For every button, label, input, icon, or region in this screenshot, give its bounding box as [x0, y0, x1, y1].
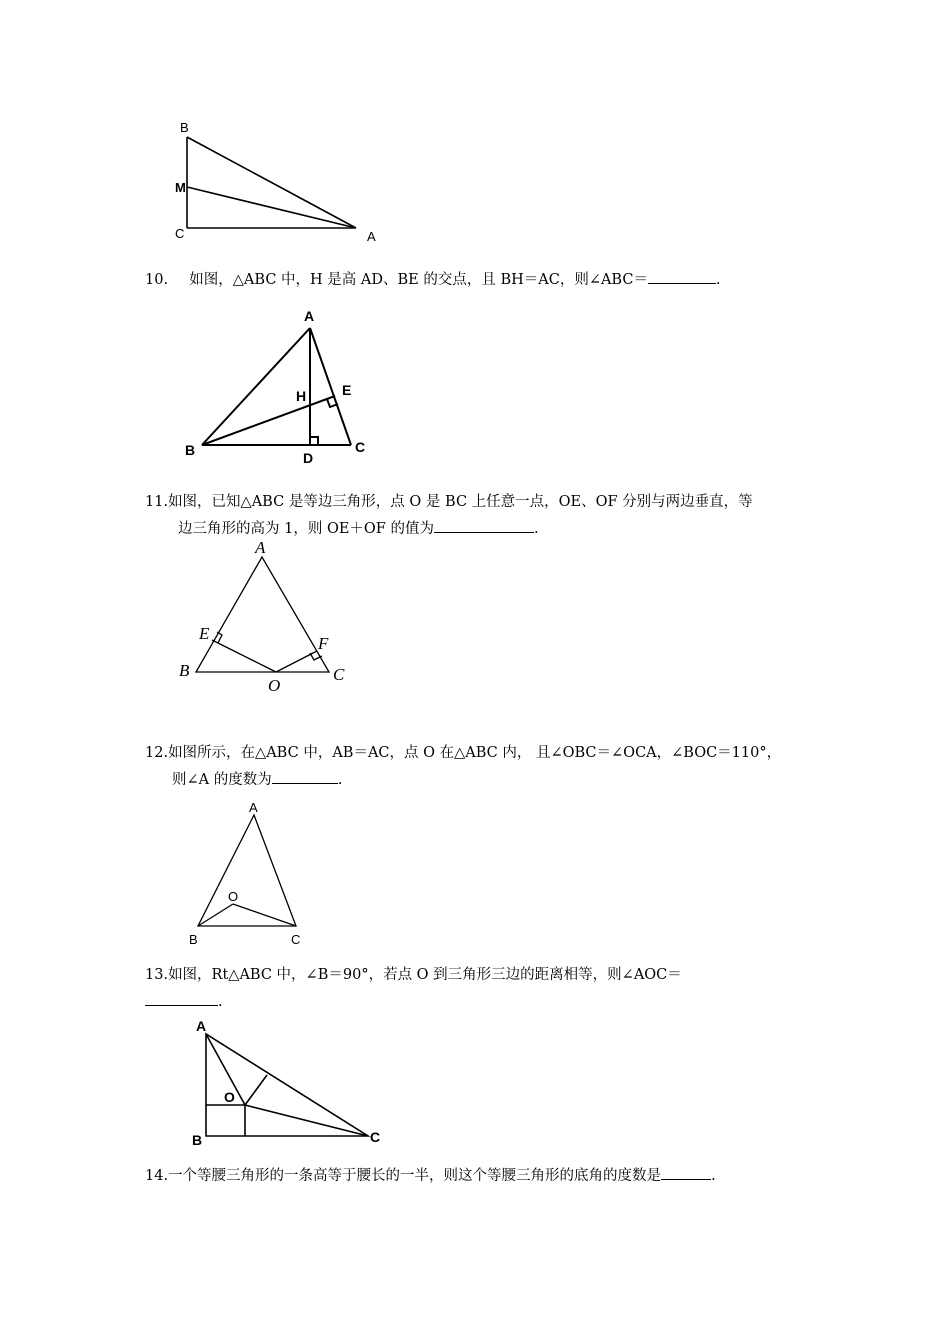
- label-f: F: [318, 634, 329, 653]
- label-e: E: [342, 382, 352, 398]
- label-b: B: [180, 120, 189, 135]
- label-c: C: [355, 439, 366, 455]
- label-c: C: [175, 226, 185, 241]
- problem-text-line1: 如图，已知△ABC 是等边三角形，点 O 是 BC 上任意一点，OE、OF 分别与两边垂直，等: [168, 494, 753, 510]
- label-a: A: [249, 800, 258, 815]
- triangle-abc: [206, 1034, 368, 1136]
- problem-number: 13.: [145, 967, 169, 983]
- segment-oc: [245, 1105, 368, 1136]
- problem-text: 如图，△ABC 中，H 是高 AD、BE 的交点，且 BH＝AC，则∠ABC＝: [189, 272, 648, 288]
- label-a: A: [304, 308, 315, 324]
- label-a: A: [367, 229, 376, 244]
- label-b: B: [192, 1132, 203, 1148]
- label-c: C: [291, 932, 301, 947]
- label-c: C: [333, 665, 345, 684]
- label-d: D: [303, 450, 314, 466]
- label-h: H: [296, 388, 307, 404]
- problem-text: 一个等腰三角形的一条高等于腰长的一半，则这个等腰三角形的底角的度数是: [168, 1168, 662, 1184]
- label-a: A: [196, 1018, 207, 1034]
- problem-text-line1: 如图所示，在△ABC 中，AB＝AC，点 O 在△ABC 内， 且∠OBC＝∠OCA，∠BOC＝110°，: [168, 745, 782, 761]
- problem-number: 10.: [145, 272, 169, 288]
- problem-text-line1: 如图，Rt△ABC 中，∠B＝90°，若点 O 到三角形三边的距离相等，则∠AOC＝: [168, 967, 682, 983]
- label-c: C: [370, 1129, 381, 1145]
- answer-blank: [661, 1165, 711, 1180]
- label-a: A: [255, 538, 266, 557]
- problem-number: 12.: [145, 745, 169, 761]
- label-e: E: [199, 624, 210, 643]
- problem-number: 14.: [145, 1168, 169, 1184]
- document-page: B M C A 10. 如图，△ABC 中，H 是高 AD、BE 的交点，且 BH＝AC，则∠ABC＝ . A H E B D C 11.如图，已知△ABC 是等边三角形，点 O 是 BC 上任意一点，OE、OF 分别与两边垂直，等 边三角形的高为 1，则 OE＋OF 的值为 . A E F B O C 12.如图所示，在△ABC 中，AB＝AC，点 O 在△ABC 内， 且∠OBC＝∠OCA，∠BOC＝110°， 则∠A 的度数为 . A O B C 13.如图，Rt△ABC 中，∠B＝90°，若点 O 到三角形三边的距离相等，则∠AOC＝ . A O B C 14.一个等腰三角形的一条高等于腰长的一半，则这个等腰三角形的底角的度数是 .: [0, 0, 950, 1344]
- label-o: O: [228, 889, 239, 904]
- problem-text-line2: 边三角形的高为 1，则 OE＋OF 的值为: [178, 521, 434, 537]
- label-o: O: [224, 1089, 235, 1105]
- label-b: B: [185, 442, 196, 458]
- label-b: B: [189, 932, 198, 947]
- problem-number: 11.: [145, 494, 169, 510]
- label-m: M: [175, 180, 186, 195]
- problem-text-line2: 则∠A 的度数为: [172, 772, 272, 788]
- perpendicular-to-ac: [245, 1075, 267, 1105]
- label-o: O: [268, 676, 281, 695]
- label-b: B: [179, 661, 190, 680]
